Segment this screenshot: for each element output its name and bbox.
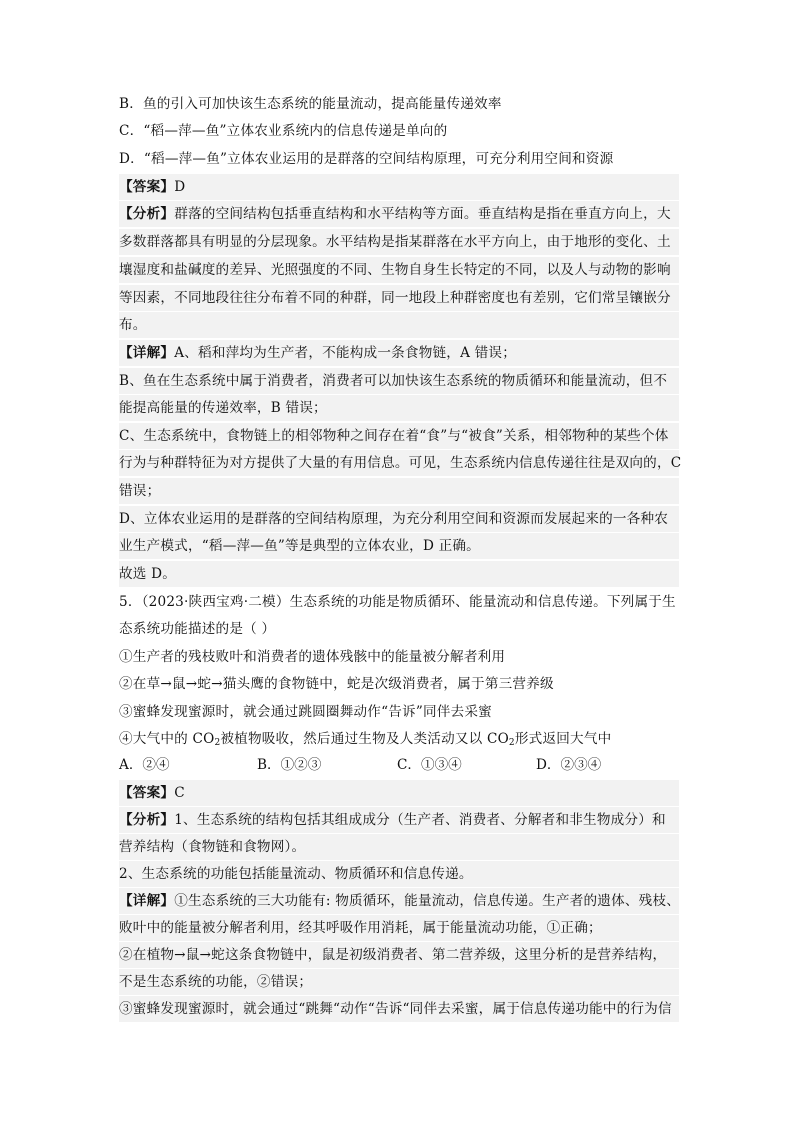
detail-tag: 【详解】: [119, 345, 175, 361]
detail-line: B、鱼在生态系统中属于消费者，消费者可以加快该生态系统的物质循环和能量流动，但不: [119, 368, 679, 394]
conclusion-line: 故选 D。: [119, 561, 679, 587]
answer-value: C: [174, 785, 185, 801]
option-d-line: D．“稻—萍—鱼”立体农业运用的是群落的空间结构原理，可充分利用空间和资源: [119, 151, 614, 167]
statement-1: ①生产者的残枝败叶和消费者的遗体残骸中的能量被分解者利用: [119, 649, 506, 665]
analysis-line: [119, 807, 679, 833]
choice-a: A．②④: [119, 757, 170, 773]
subscript: 2: [508, 738, 515, 748]
detail-line: 败叶中的能量被分解者利用，经其呼吸作用消耗，属于能量流动功能，①正确；: [119, 915, 679, 941]
answer-value: D: [174, 179, 186, 195]
statement-2: ②在草→鼠→蛇→猫头鹰的食物链中，蛇是次级消费者，属于第三营养级: [119, 676, 554, 692]
answer-tag: 【答案】: [119, 179, 175, 195]
analysis-line: 布。: [119, 312, 679, 338]
answer-tag: 【答案】: [119, 785, 175, 801]
statement-4-part: ④大气中的 CO: [119, 731, 215, 747]
detail-line: 错误；: [119, 478, 679, 504]
choice-d: D．②③④: [536, 757, 602, 773]
analysis-text: 群落的空间结构包括垂直结构和水平结构等方面。垂直结构是指在垂直方向上，大: [174, 206, 671, 222]
detail-line: [119, 888, 679, 914]
option-c-line: C．“稻—萍—鱼”立体农业系统内的信息传递是单向的: [119, 123, 448, 139]
detail-text: ①生态系统的三大功能有: 物质循环，能量流动，信息传递。生产者的遗体、残枝、: [174, 893, 681, 909]
answer-line: [119, 174, 679, 200]
detail-text: A、稻和萍均为生产者，不能构成一条食物链，A 错误；: [174, 345, 516, 361]
detail-tag: 【详解】: [119, 893, 175, 909]
detail-line: 行为与种群特征为对方提供了大量的有用信息。可见，生态系统内信息传递往往是双向的，C: [119, 450, 679, 476]
analysis-line: 营养结构（食物链和食物网）。: [119, 834, 679, 860]
statement-4-part: 被植物吸收，然后通过生物及人类活动又以 CO: [220, 731, 509, 747]
question-stem: 5．（2023·陕西宝鸡·二模）生态系统的功能是物质循环、能量流动和信息传递。下列属于生: [119, 594, 676, 610]
analysis-line: 等因素，不同地段往往分布着不同的种群，同一地段上种群密度也有差别，它们常呈镶嵌分: [119, 285, 679, 311]
analysis-line: 2、生态系统的功能包括能量流动、物质循环和信息传递。: [119, 861, 679, 887]
analysis-line: [119, 201, 679, 227]
option-b-line: B．鱼的引入可加快该生态系统的能量流动，提高能量传递效率: [119, 96, 502, 112]
detail-line: 业生产模式，“稻—萍—鱼”等是典型的立体农业，D 正确。: [119, 533, 679, 559]
detail-line: 能提高能量的传递效率，B 错误；: [119, 395, 679, 421]
analysis-tag: 【分析】: [119, 206, 175, 222]
analysis-text: 1、生态系统的结构包括其组成成分（生产者、消费者、分解者和非生物成分）和: [174, 812, 666, 828]
question-stem: 态系统功能描述的是（ ）: [119, 621, 276, 637]
statement-4-part: 形式返回大气中: [514, 731, 612, 747]
detail-line: ②在植物→鼠→蛇这条食物链中，鼠是初级消费者、第二营养级，这里分析的是营养结构，: [119, 942, 679, 968]
answer-line: [119, 780, 679, 806]
detail-line: 不是生态系统的功能，②错误；: [119, 969, 679, 995]
choice-c: C．①③④: [397, 757, 462, 773]
statement-3: ③蜜蜂发现蜜源时，就会通过跳圆圈舞动作“告诉”同伴去采蜜: [119, 704, 492, 720]
analysis-tag: 【分析】: [119, 812, 175, 828]
subscript: 2: [214, 738, 221, 748]
detail-line: [119, 340, 679, 366]
detail-line: D、立体农业运用的是群落的空间结构原理，为充分利用空间和资源而发展起来的一各种农: [119, 506, 679, 532]
analysis-line: 壤湿度和盐碱度的差异、光照强度的不同、生物自身生长特定的不同，以及人与动物的影响: [119, 257, 679, 283]
choice-b: B．①②③: [257, 757, 322, 773]
analysis-line: 多数群落都具有明显的分层现象。水平结构是指某群落在水平方向上，由于地形的变化、土: [119, 229, 679, 255]
detail-line: C、生态系统中，食物链上的相邻物种之间存在着“食”与“被食”关系，相邻物种的某些个体: [119, 423, 679, 449]
detail-line: ③蜜蜂发现蜜源时，就会通过“跳舞“动作“告诉“同伴去采蜜，属于信息传递功能中的行为信: [119, 996, 679, 1022]
